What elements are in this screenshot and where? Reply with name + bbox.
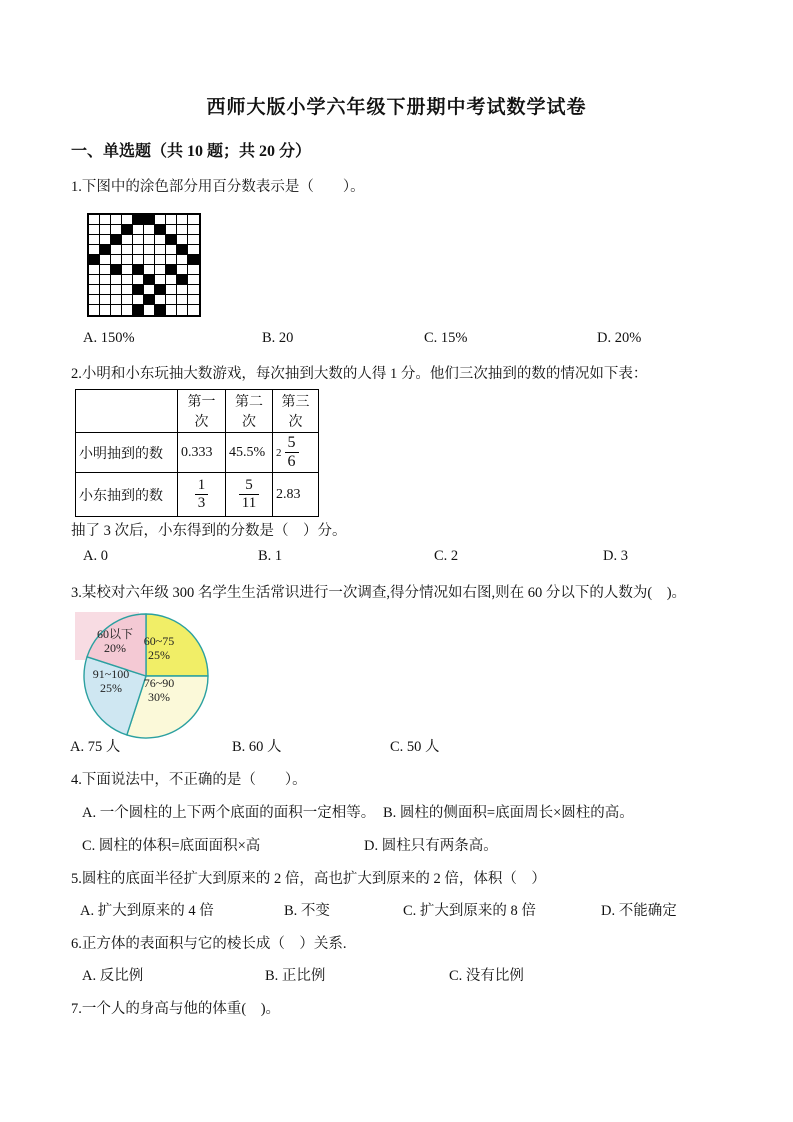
q6-option-b: B. 正比例 bbox=[265, 968, 326, 984]
grid-cell bbox=[111, 235, 122, 245]
grid-cell bbox=[144, 255, 155, 265]
grid-cell bbox=[111, 305, 122, 315]
table-cell-fraction bbox=[226, 473, 273, 517]
grid-cell bbox=[188, 265, 199, 275]
grid-cell bbox=[122, 225, 133, 235]
grid-cell bbox=[100, 225, 111, 235]
q7-stem: 7.一个人的身高与他的体重( )。 bbox=[71, 1001, 281, 1017]
grid-cell bbox=[133, 305, 144, 315]
grid-cell bbox=[111, 225, 122, 235]
q3-option-c: C. 50 人 bbox=[390, 739, 440, 755]
table-row-label: 小明抽到的数 bbox=[76, 433, 178, 473]
grid-cell bbox=[166, 215, 177, 225]
q4-option-c: C. 圆柱的体积=底面面积×高 bbox=[82, 838, 261, 854]
q6-option-c: C. 没有比例 bbox=[449, 968, 524, 984]
q5-option-b: B. 不变 bbox=[284, 903, 330, 919]
q1-option-d: D. 20% bbox=[597, 330, 642, 346]
grid-cell bbox=[144, 235, 155, 245]
grid-cell bbox=[177, 275, 188, 285]
grid-cell bbox=[166, 235, 177, 245]
section-heading: 一、单选题（共 10 题；共 20 分） bbox=[71, 143, 312, 160]
q2-option-c: C. 2 bbox=[434, 548, 459, 564]
table-row-label: 小东抽到的数 bbox=[76, 473, 178, 517]
q2-options-row bbox=[0, 548, 793, 568]
table-cell: 0.333 bbox=[178, 433, 226, 473]
grid-cell bbox=[177, 215, 188, 225]
q1-stem: 1.下图中的涂色部分用百分数表示是（ ）。 bbox=[71, 179, 365, 195]
q4-stem: 4.下面说法中，不正确的是（ ）。 bbox=[71, 772, 307, 788]
q4-options-row1 bbox=[0, 801, 793, 821]
pie-slice-label: 91~100 25% bbox=[92, 667, 130, 695]
q5-options-row bbox=[0, 899, 793, 919]
grid-cell bbox=[122, 285, 133, 295]
q6-options-row bbox=[0, 964, 793, 984]
grid-cell bbox=[100, 295, 111, 305]
grid-cell bbox=[177, 225, 188, 235]
grid-cell bbox=[144, 225, 155, 235]
grid-cell bbox=[144, 265, 155, 275]
table-header-third: 第三次 bbox=[273, 390, 319, 433]
table-header-first: 第一次 bbox=[178, 390, 226, 433]
grid-cell bbox=[89, 225, 100, 235]
grid-cell bbox=[188, 215, 199, 225]
grid-cell bbox=[188, 225, 199, 235]
grid-cell bbox=[100, 275, 111, 285]
grid-cell bbox=[100, 285, 111, 295]
grid-cell bbox=[155, 285, 166, 295]
grid-cell bbox=[177, 285, 188, 295]
q3-options-row bbox=[0, 735, 793, 755]
grid-cell bbox=[111, 265, 122, 275]
grid-cell bbox=[155, 245, 166, 255]
q4-option-d: D. 圆柱只有两条高。 bbox=[364, 838, 498, 854]
grid-cell bbox=[122, 255, 133, 265]
grid-cell bbox=[177, 295, 188, 305]
q4-option-b: B. 圆柱的侧面积=底面周长×圆柱的高。 bbox=[383, 805, 634, 821]
grid-cell bbox=[144, 215, 155, 225]
grid-cell bbox=[111, 245, 122, 255]
grid-cell bbox=[177, 245, 188, 255]
grid-cell bbox=[100, 255, 111, 265]
grid-cell bbox=[166, 285, 177, 295]
table-cell-fraction bbox=[178, 473, 226, 517]
fraction: $\frac{5}{6}$ bbox=[285, 434, 299, 471]
grid-cell bbox=[89, 235, 100, 245]
grid-cell bbox=[122, 215, 133, 225]
mixed-whole: 2 bbox=[276, 446, 282, 459]
grid-cell bbox=[133, 295, 144, 305]
table-cell: 45.5% bbox=[226, 433, 273, 473]
grid-cell bbox=[177, 305, 188, 315]
grid-cell bbox=[100, 235, 111, 245]
grid-cell bbox=[166, 265, 177, 275]
page-title: 西师大版小学六年级下册期中考试数学试卷 bbox=[206, 97, 587, 118]
grid-cell bbox=[155, 255, 166, 265]
grid-cell bbox=[188, 305, 199, 315]
grid-cell bbox=[89, 255, 100, 265]
grid-cell bbox=[122, 235, 133, 245]
grid-cell bbox=[100, 245, 111, 255]
grid-cell bbox=[89, 295, 100, 305]
grid-cell bbox=[177, 255, 188, 265]
table-header-second: 第二次 bbox=[226, 390, 273, 433]
grid-cell bbox=[111, 285, 122, 295]
grid-cell bbox=[111, 255, 122, 265]
grid-cell bbox=[155, 265, 166, 275]
q2-option-a: A. 0 bbox=[83, 548, 108, 564]
q6-stem: 6.正方体的表面积与它的棱长成（ ）关系. bbox=[71, 936, 347, 952]
pie-slice-label: 60~75 25% bbox=[143, 634, 175, 662]
grid-cell bbox=[122, 295, 133, 305]
grid-cell bbox=[100, 215, 111, 225]
grid-cell bbox=[144, 305, 155, 315]
grid-cell bbox=[155, 215, 166, 225]
grid-cell bbox=[133, 255, 144, 265]
q3-option-a: A. 75 人 bbox=[70, 739, 121, 755]
grid-cell bbox=[89, 275, 100, 285]
grid-cell bbox=[89, 285, 100, 295]
q3-stem: 3.某校对六年级 300 名学生生活常识进行一次调查,得分情况如右图,则在 60 分以下的人数为( )。 bbox=[71, 585, 687, 601]
grid-cell bbox=[188, 245, 199, 255]
grid-cell bbox=[144, 275, 155, 285]
grid-cell bbox=[177, 235, 188, 245]
grid-cell bbox=[188, 285, 199, 295]
q4-options-row2 bbox=[0, 834, 793, 854]
q2-draw-table bbox=[75, 389, 319, 517]
grid-cell bbox=[89, 245, 100, 255]
q1-option-a: A. 150% bbox=[83, 330, 135, 346]
grid-cell bbox=[122, 275, 133, 285]
grid-cell bbox=[111, 295, 122, 305]
q5-stem: 5.圆柱的底面半径扩大到原来的 2 倍，高也扩大到原来的 2 倍，体积（ ） bbox=[71, 871, 546, 887]
grid-cell bbox=[188, 275, 199, 285]
grid-cell bbox=[89, 305, 100, 315]
grid-cell bbox=[111, 275, 122, 285]
grid-cell bbox=[89, 215, 100, 225]
grid-cell bbox=[133, 225, 144, 235]
grid-cell bbox=[89, 265, 100, 275]
grid-cell bbox=[155, 305, 166, 315]
grid-cell bbox=[122, 265, 133, 275]
grid-cell bbox=[100, 265, 111, 275]
q1-option-b: B. 20 bbox=[262, 330, 294, 346]
q5-option-c: C. 扩大到原来的 8 倍 bbox=[403, 903, 536, 919]
q1-options-row bbox=[0, 330, 793, 350]
q1-option-c: C. 15% bbox=[424, 330, 468, 346]
fraction: $\frac{1}{3}$ bbox=[195, 477, 209, 512]
grid-cell bbox=[155, 275, 166, 285]
score-pie-chart bbox=[75, 612, 235, 740]
grid-cell bbox=[166, 255, 177, 265]
grid-cell bbox=[166, 245, 177, 255]
grid-cell bbox=[166, 275, 177, 285]
grid-cell bbox=[133, 215, 144, 225]
q4-option-a: A. 一个圆柱的上下两个底面的面积一定相等。 bbox=[82, 805, 376, 821]
grid-cell bbox=[122, 245, 133, 255]
q2-stem: 2.小明和小东玩抽大数游戏，每次抽到大数的人得 1 分。他们三次抽到的数的情况如下表： bbox=[71, 366, 648, 382]
grid-cell bbox=[133, 265, 144, 275]
pie-slice-label: 76~90 30% bbox=[143, 676, 175, 704]
grid-cell bbox=[133, 275, 144, 285]
q2-stem2: 抽了 3 次后，小东得到的分数是（ ）分。 bbox=[71, 523, 347, 539]
grid-cell bbox=[155, 235, 166, 245]
percent-grid bbox=[87, 213, 201, 317]
q5-option-a: A. 扩大到原来的 4 倍 bbox=[80, 903, 214, 919]
table-cell: 2.83 bbox=[273, 473, 319, 517]
fraction: $\frac{5}{11}$ bbox=[239, 477, 259, 512]
grid-cell bbox=[144, 245, 155, 255]
table-cell-mixed-number bbox=[273, 433, 319, 473]
grid-cell bbox=[133, 285, 144, 295]
grid-cell bbox=[100, 305, 111, 315]
grid-cell bbox=[188, 235, 199, 245]
grid-cell bbox=[122, 305, 133, 315]
grid-cell bbox=[144, 295, 155, 305]
grid-cell bbox=[144, 285, 155, 295]
grid-cell bbox=[166, 225, 177, 235]
grid-cell bbox=[155, 295, 166, 305]
q3-option-b: B. 60 人 bbox=[232, 739, 282, 755]
grid-cell bbox=[133, 235, 144, 245]
grid-cell bbox=[166, 305, 177, 315]
q6-option-a: A. 反比例 bbox=[82, 968, 144, 984]
grid-cell bbox=[111, 215, 122, 225]
table-cell-blank bbox=[76, 390, 178, 433]
grid-cell bbox=[166, 295, 177, 305]
grid-cell bbox=[155, 225, 166, 235]
q5-option-d: D. 不能确定 bbox=[601, 903, 677, 919]
grid-cell bbox=[188, 255, 199, 265]
q2-option-d: D. 3 bbox=[603, 548, 628, 564]
q2-option-b: B. 1 bbox=[258, 548, 283, 564]
grid-cell bbox=[188, 295, 199, 305]
grid-cell bbox=[133, 245, 144, 255]
grid-cell bbox=[177, 265, 188, 275]
pie-slice-label: 60以下 20% bbox=[96, 627, 134, 655]
